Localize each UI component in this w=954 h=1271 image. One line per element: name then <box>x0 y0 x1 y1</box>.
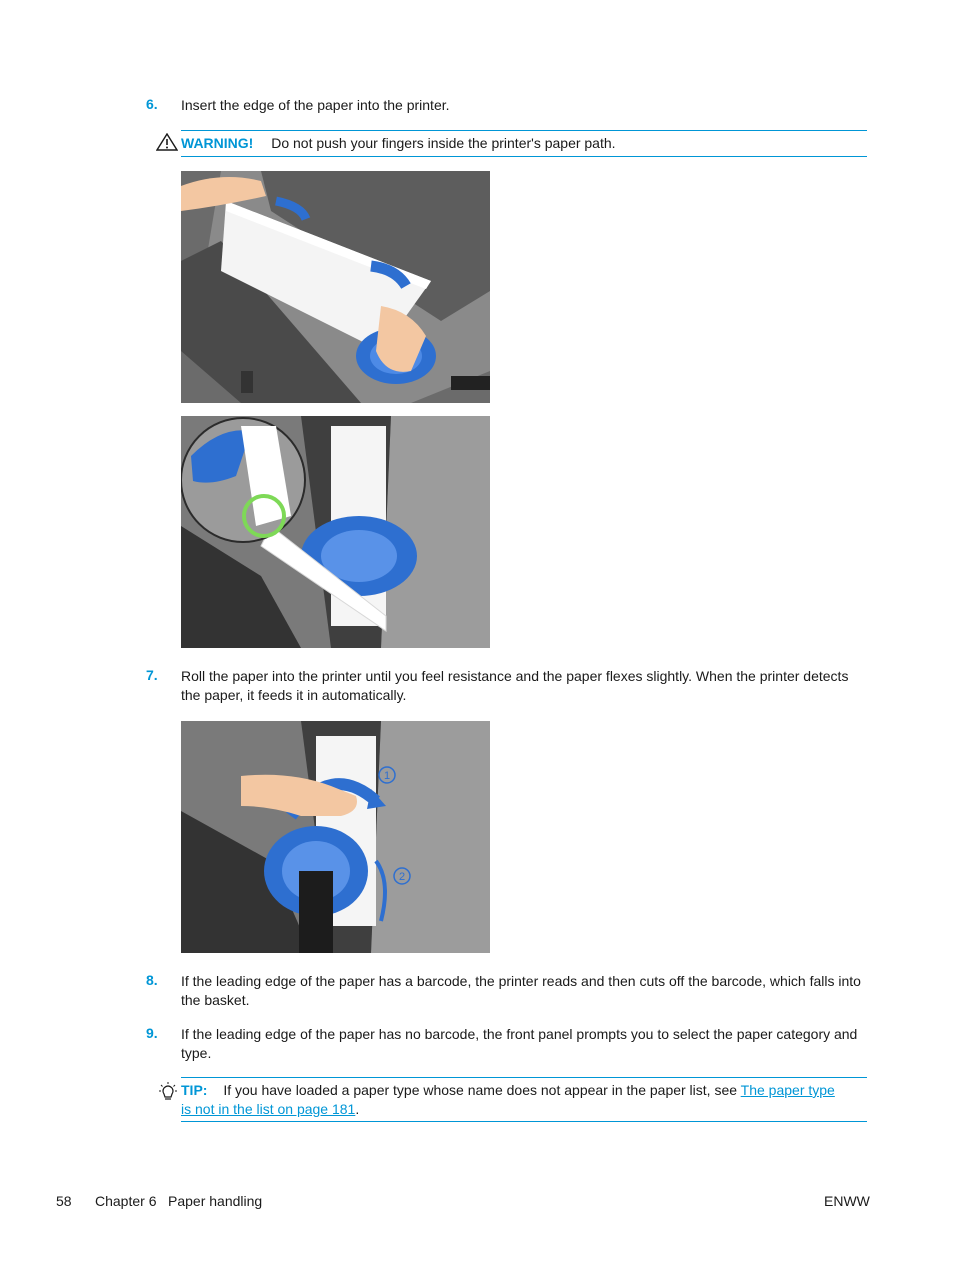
step-text: If the leading edge of the paper has no barcode, the front panel prompts you to select the paper category and type. <box>181 1026 858 1061</box>
footer-enww: ENWW <box>824 1193 870 1209</box>
tip-text: If you have loaded a paper type whose name does not appear in the paper list, see <box>223 1082 741 1098</box>
warning-triangle-icon <box>156 133 178 154</box>
step-7 <box>146 667 868 707</box>
tip-link-line1[interactable]: The paper type <box>740 1082 835 1098</box>
footer-chapter: Chapter 6 <box>95 1193 157 1209</box>
figure-roll-paper <box>181 721 490 953</box>
warning-text: Do not push your fingers inside the printer's paper path. <box>271 135 616 151</box>
step-number: 6. <box>146 96 158 112</box>
tip-link-line2[interactable]: is not in the list on page 181 <box>181 1101 356 1117</box>
step-text: Roll the paper into the printer until you feel resistance and the paper flexes slightly. When the printer detects the paper, it feeds it in automatically. <box>181 668 849 703</box>
warning-note <box>181 130 867 157</box>
step-number: 7. <box>146 667 158 683</box>
step-text: Insert the edge of the paper into the printer. <box>181 97 450 113</box>
page-number: 58 <box>56 1193 72 1209</box>
step-number: 8. <box>146 972 158 988</box>
step-6 <box>146 96 868 116</box>
step-9 <box>146 1025 868 1065</box>
tip-label: TIP: <box>181 1082 208 1098</box>
lightbulb-icon <box>157 1082 179 1107</box>
callout-1-label: 1 <box>383 770 391 782</box>
tip-note <box>181 1077 867 1122</box>
step-number: 9. <box>146 1025 158 1041</box>
warning-label: WARNING! <box>181 135 254 151</box>
step-text: If the leading edge of the paper has a barcode, the printer reads and then cuts off the barcode, which falls into the basket. <box>181 973 861 1008</box>
step-8 <box>146 972 868 1012</box>
figure-paper-alignment-detail <box>181 416 490 648</box>
figure-insert-paper <box>181 171 490 403</box>
tip-text-end: . <box>355 1101 360 1117</box>
footer-section: Paper handling <box>168 1193 263 1209</box>
callout-2-label: 2 <box>398 871 406 883</box>
